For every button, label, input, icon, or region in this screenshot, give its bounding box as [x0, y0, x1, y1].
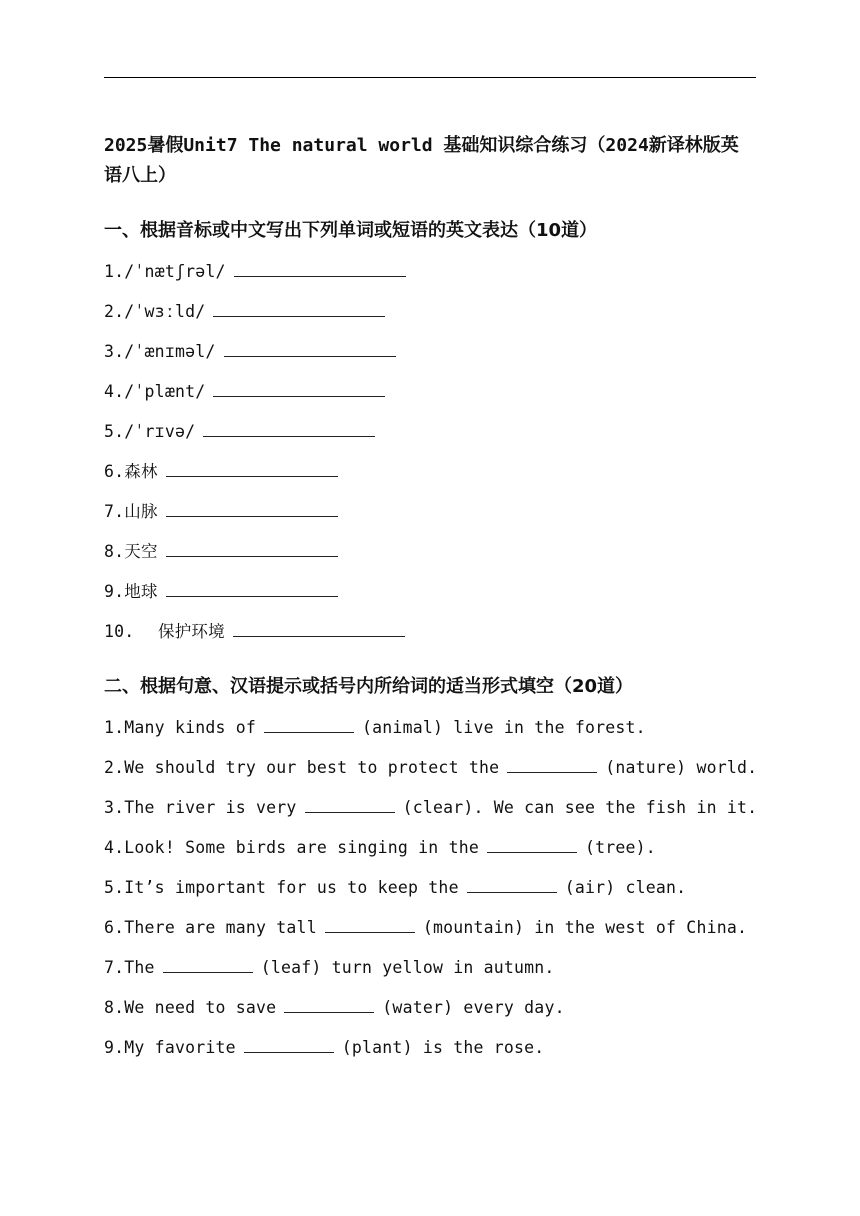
s2-item-3: 3.The river is very (clear). We can see the fish in it. — [104, 794, 757, 822]
s2-item-5: 5.It’s important for us to keep the (air) clean. — [104, 874, 686, 902]
s1-item-10: 10. 保护环境 — [104, 618, 413, 646]
s2-item-2: 2.We should try our best to protect the (nature) world. — [104, 754, 757, 782]
s1-item-1: 1./ˈnætʃrəl/ — [104, 258, 414, 286]
s1-item-5: 5./ˈrɪvə/ — [104, 418, 383, 446]
answer-blank[interactable] — [325, 914, 415, 933]
s2-item-1: 1.Many kinds of (animal) live in the forest. — [104, 714, 646, 742]
answer-blank[interactable] — [234, 258, 406, 277]
answer-blank[interactable] — [163, 954, 253, 973]
s2-item-8: 8.We need to save (water) every day. — [104, 994, 565, 1022]
answer-blank[interactable] — [284, 994, 374, 1013]
document-title: 2025暑假Unit7 The natural world 基础知识综合练习（2024新译林版英语八上） — [104, 135, 739, 186]
header-rule — [104, 77, 756, 78]
answer-blank[interactable] — [166, 458, 338, 477]
answer-blank[interactable] — [264, 714, 354, 733]
s1-item-9: 9.地球 — [104, 578, 346, 606]
s1-item-6: 6.森林 — [104, 458, 346, 486]
answer-blank[interactable] — [203, 418, 375, 437]
answer-blank[interactable] — [166, 498, 338, 517]
answer-blank[interactable] — [467, 874, 557, 893]
answer-blank[interactable] — [487, 834, 577, 853]
answer-blank[interactable] — [166, 538, 338, 557]
s2-item-4: 4.Look! Some birds are singing in the (tree). — [104, 834, 656, 862]
section1-heading: 一、根据音标或中文写出下列单词或短语的英文表达（10道） — [104, 220, 598, 241]
answer-blank[interactable] — [244, 1034, 334, 1053]
s2-item-9: 9.My favorite (plant) is the rose. — [104, 1034, 544, 1062]
s1-item-8: 8.天空 — [104, 538, 346, 566]
s1-item-3: 3./ˈænɪməl/ — [104, 338, 404, 366]
s2-item-6: 6.There are many tall (mountain) in the west of China. — [104, 914, 747, 942]
answer-blank[interactable] — [166, 578, 338, 597]
s1-item-2: 2./ˈwɜːld/ — [104, 298, 393, 326]
answer-blank[interactable] — [305, 794, 395, 813]
answer-blank[interactable] — [224, 338, 396, 357]
section2-heading: 二、根据句意、汉语提示或括号内所给词的适当形式填空（20道） — [104, 676, 634, 697]
s2-item-7: 7.The (leaf) turn yellow in autumn. — [104, 954, 555, 982]
answer-blank[interactable] — [233, 618, 405, 637]
answer-blank[interactable] — [213, 378, 385, 397]
answer-blank[interactable] — [507, 754, 597, 773]
answer-blank[interactable] — [213, 298, 385, 317]
s1-item-4: 4./ˈplænt/ — [104, 378, 393, 406]
s1-item-7: 7.山脉 — [104, 498, 346, 526]
